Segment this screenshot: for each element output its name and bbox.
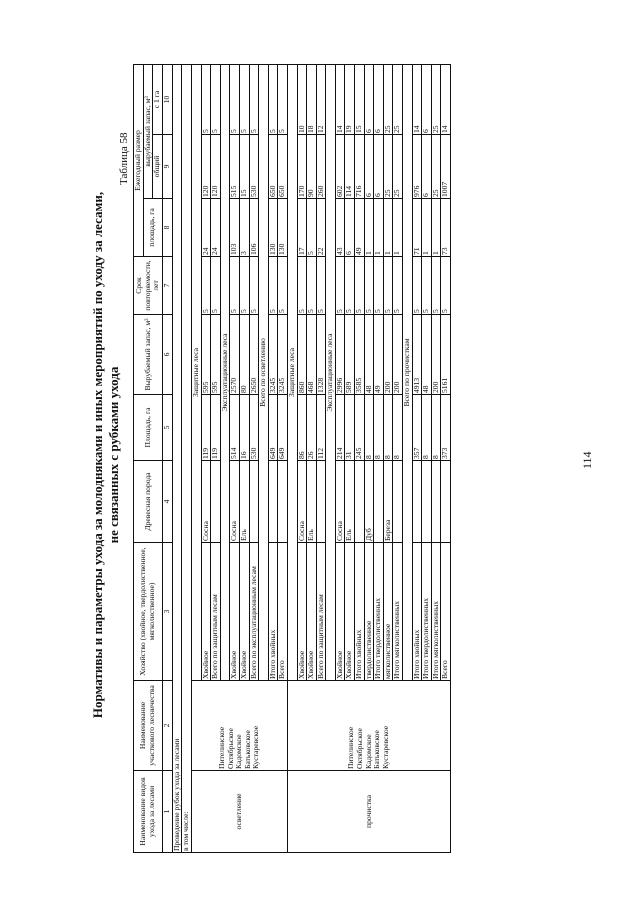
cell-c6: 5161 [441, 315, 451, 395]
cell-c4: Ель [239, 461, 249, 543]
cell-c8: 43 [335, 199, 345, 257]
cell-c8: 130 [268, 199, 278, 257]
column-number: 2 [162, 681, 172, 771]
cell-c3: Хвойное [335, 543, 345, 681]
cell-c3: Всего [441, 543, 451, 681]
care-kind: прочистка [287, 771, 450, 853]
cell-c3: Хвойное [230, 543, 240, 681]
cell-c5: 373 [441, 395, 451, 461]
cell-c6: 2570 [230, 315, 240, 395]
cell-c7: 5 [268, 257, 278, 315]
cell-c8: 6 [345, 199, 355, 257]
cell-c4 [441, 461, 451, 543]
cell-c4: Сосна [230, 461, 240, 543]
cell-c5: 8 [393, 395, 403, 461]
cell-c7: 5 [230, 257, 240, 315]
cell-c9: 6 [422, 135, 432, 199]
cell-c8: 24 [211, 199, 221, 257]
cell-c8: 49 [355, 199, 365, 257]
cell-c6: 48 [364, 315, 374, 395]
cell-c7: 5 [335, 257, 345, 315]
cell-c3: Хвойное [345, 543, 355, 681]
cell-c5: 86 [297, 395, 307, 461]
cell-c9: 515 [230, 135, 240, 199]
cell-c6: 49 [374, 315, 384, 395]
title-line-1: Нормативы и параметры ухода за молодняками и иных мероприятий по уходу за лесами, [90, 191, 105, 719]
forestry-name: Кустаревское [251, 725, 261, 769]
cell-c8: 1 [364, 199, 374, 257]
cell-c8: 3 [239, 199, 249, 257]
cell-c5: 514 [230, 395, 240, 461]
cell-c7: 5 [374, 257, 384, 315]
cell-c6: 4913 [412, 315, 422, 395]
cell-c10: 12 [316, 64, 326, 134]
cell-c4 [268, 461, 278, 543]
header-per-ha: с 1 га [153, 64, 163, 134]
column-number: 10 [162, 64, 172, 134]
cell-c6: 860 [297, 315, 307, 395]
cell-c10: 6 [364, 64, 374, 134]
forestry-list [191, 681, 287, 771]
forestry-name: Октябрьское [225, 728, 235, 769]
cell-c10: 15 [355, 64, 365, 134]
header-annual: Ежегодный размер [134, 64, 144, 256]
cell-c8: 1 [374, 199, 384, 257]
cell-c4: Ель [345, 461, 355, 543]
cell-c5: 119 [201, 395, 211, 461]
cell-c4: Ель [307, 461, 317, 543]
cell-c7: 5 [211, 257, 221, 315]
cell-c8: 1 [393, 199, 403, 257]
cell-c8: 71 [412, 199, 422, 257]
cell-c9: 6 [374, 135, 384, 199]
cell-c7: 5 [249, 257, 259, 315]
intro-row [182, 64, 192, 852]
cell-c4 [316, 461, 326, 543]
cell-c4 [412, 461, 422, 543]
cell-c7: 5 [316, 257, 326, 315]
cell-c5: 245 [355, 395, 365, 461]
cell-c4: Сосна [297, 461, 307, 543]
cell-c9: 260 [316, 135, 326, 199]
intro-text: Проведение рубок ухода за лесами [172, 64, 182, 852]
cell-c9: 120 [211, 135, 221, 199]
cell-c5: 8 [431, 395, 441, 461]
cell-c3: Итого мягколиственных [393, 543, 403, 681]
cell-c5: 119 [211, 395, 221, 461]
cell-c4: Дуб [364, 461, 374, 543]
cell-c10: 5 [201, 64, 211, 134]
header-forestry: Наименование участкового лесничества [134, 681, 163, 771]
cell-c3: Хвойное [201, 543, 211, 681]
block-label: Защитные леса [191, 64, 201, 680]
cell-c3: Всего по защитным лесам [211, 543, 221, 681]
cell-c5: 26 [307, 395, 317, 461]
cell-c4 [249, 461, 259, 543]
cell-c3: Итого твердолиственных [374, 543, 384, 681]
cell-c4 [374, 461, 384, 543]
cell-c8: 1 [422, 199, 432, 257]
cell-c10: 14 [412, 64, 422, 134]
forestry-name: Кадомское [363, 734, 373, 769]
cell-c7: 5 [441, 257, 451, 315]
header-kind: Наименование видов ухода за лесами [134, 771, 163, 853]
cell-c9: 90 [307, 135, 317, 199]
cell-c10: 19 [345, 64, 355, 134]
cell-c7: 5 [307, 257, 317, 315]
cell-c3: Итого мягколиственных [431, 543, 441, 681]
forestry-list [287, 681, 450, 771]
cell-c6: 3585 [355, 315, 365, 395]
care-kind: осветление [191, 771, 287, 853]
cell-c7: 5 [431, 257, 441, 315]
cell-c10: 5 [249, 64, 259, 134]
cell-c9: 530 [249, 135, 259, 199]
cell-c8: 22 [316, 199, 326, 257]
cell-c9: 170 [297, 135, 307, 199]
cell-c9: 114 [345, 135, 355, 199]
cell-c7: 5 [383, 257, 393, 315]
cell-c5: 8 [383, 395, 393, 461]
cell-c6: 595 [211, 315, 221, 395]
forestry-name: Кадомское [234, 734, 244, 769]
cell-c8: 5 [307, 199, 317, 257]
cell-c10: 6 [374, 64, 384, 134]
cell-c7: 5 [278, 257, 288, 315]
forestry-name: Батьковское [242, 730, 252, 769]
page-number: 114 [580, 451, 594, 469]
header-total: общий [153, 135, 163, 199]
cell-c5: 530 [249, 395, 259, 461]
cell-c5: 8 [374, 395, 384, 461]
cell-c6: 3245 [278, 315, 288, 395]
cell-c7: 5 [422, 257, 432, 315]
header-period: Срок повторяемости, лет [134, 257, 163, 315]
cell-c3: Итого хвойных [412, 543, 422, 681]
block-label-row [287, 64, 297, 852]
column-number: 8 [162, 199, 172, 257]
cell-c3: Итого хвойных [268, 543, 278, 681]
cell-c5: 8 [364, 395, 374, 461]
cell-c5: 357 [412, 395, 422, 461]
cell-c7: 5 [239, 257, 249, 315]
cell-c5: 31 [345, 395, 355, 461]
cell-c3: Итого хвойных [355, 543, 365, 681]
cell-c4 [393, 461, 403, 543]
cell-c8: 103 [230, 199, 240, 257]
cell-c10: 25 [383, 64, 393, 134]
cell-c9: 976 [412, 135, 422, 199]
cell-c6: 2996 [335, 315, 345, 395]
table-body [172, 64, 450, 852]
cell-c9: 1007 [441, 135, 451, 199]
cell-c4 [355, 461, 365, 543]
cell-c5: 649 [268, 395, 278, 461]
cell-c9: 25 [383, 135, 393, 199]
column-number: 3 [162, 543, 172, 681]
main-table [133, 64, 451, 853]
cell-c4: Сосна [335, 461, 345, 543]
cell-c10: 6 [422, 64, 432, 134]
cell-c4: Береза [383, 461, 393, 543]
cell-c8: 1 [431, 199, 441, 257]
cell-c10: 18 [307, 64, 317, 134]
cell-c6: 200 [393, 315, 403, 395]
cell-c4 [431, 461, 441, 543]
cell-c4 [211, 461, 221, 543]
block-label: Защитные леса [287, 64, 297, 680]
intro-text: в том числе: [182, 64, 192, 852]
cell-c8: 130 [278, 199, 288, 257]
header-stock: Вырубаемый запас, м³ [134, 315, 163, 395]
column-numbers-row [162, 64, 172, 852]
cell-c8: 24 [201, 199, 211, 257]
header-area: Площадь, га [134, 395, 163, 461]
cell-c3: Итого твердолиственных [422, 543, 432, 681]
cell-c10: 5 [268, 64, 278, 134]
forestry-name: Кустаревское [380, 725, 390, 769]
cell-c10: 5 [230, 64, 240, 134]
cell-c10: 5 [211, 64, 221, 134]
cell-c8: 1 [383, 199, 393, 257]
cell-c9: 25 [431, 135, 441, 199]
cell-c3: мягколиственное [383, 543, 393, 681]
cell-c8: 73 [441, 199, 451, 257]
cell-c6: 3245 [268, 315, 278, 395]
cell-c7: 5 [201, 257, 211, 315]
cell-c9: 650 [268, 135, 278, 199]
cell-c7: 5 [412, 257, 422, 315]
cell-c6: 200 [431, 315, 441, 395]
column-number: 6 [162, 315, 172, 395]
cell-c4 [278, 461, 288, 543]
cell-c5: 112 [316, 395, 326, 461]
cell-c7: 5 [364, 257, 374, 315]
cell-c9: 6 [364, 135, 374, 199]
block-label: Эксплуатационные леса [326, 64, 336, 680]
cell-c5: 8 [422, 395, 432, 461]
cell-c5: 649 [278, 395, 288, 461]
cell-c7: 5 [297, 257, 307, 315]
forestry-name: Пителинское [346, 726, 356, 769]
cell-c10: 14 [441, 64, 451, 134]
block-label-row [191, 64, 201, 852]
column-number: 7 [162, 257, 172, 315]
cell-c6: 2650 [249, 315, 259, 395]
header-species: Древесная порода [134, 461, 163, 543]
header-annual-area: площадь, га [143, 199, 162, 257]
block-label: Всего по осветлению [259, 64, 269, 680]
intro-row [172, 64, 182, 852]
cell-c7: 5 [393, 257, 403, 315]
title-line-2: не связанных с рубками ухода [106, 366, 121, 544]
column-number: 4 [162, 461, 172, 543]
cell-c9: 120 [201, 135, 211, 199]
cell-c3: Хвойное [239, 543, 249, 681]
cell-c9: 15 [239, 135, 249, 199]
header-economy: Хозяйство (хвойное, твердолиственное, мягколиственное) [134, 543, 163, 681]
table-label: Таблица 58 [118, 132, 130, 185]
cell-c7: 5 [355, 257, 365, 315]
cell-c6: 200 [383, 315, 393, 395]
column-number: 9 [162, 135, 172, 199]
cell-c9: 602 [335, 135, 345, 199]
column-number: 1 [162, 771, 172, 853]
cell-c9: 650 [278, 135, 288, 199]
cell-c3: твердолиственное [364, 543, 374, 681]
cell-c6: 80 [239, 315, 249, 395]
cell-c7: 5 [345, 257, 355, 315]
header-annual-stock: вырубаемый запас, м³ [143, 64, 153, 198]
cell-c10: 10 [297, 64, 307, 134]
block-label: Всего по прочисткам [403, 64, 413, 680]
cell-c5: 214 [335, 395, 345, 461]
cell-c8: 106 [249, 199, 259, 257]
cell-c10: 5 [239, 64, 249, 134]
cell-c10: 25 [431, 64, 441, 134]
forestry-name: Батьковское [372, 730, 382, 769]
cell-c4: Сосна [201, 461, 211, 543]
forestry-name: Октябрьское [355, 728, 365, 769]
cell-c5: 16 [239, 395, 249, 461]
cell-c6: 468 [307, 315, 317, 395]
cell-c4 [422, 461, 432, 543]
cell-c9: 25 [393, 135, 403, 199]
cell-c3: Хвойное [297, 543, 307, 681]
cell-c10: 14 [335, 64, 345, 134]
block-label: Эксплуатационные леса [220, 64, 230, 680]
cell-c3: Хвойное [307, 543, 317, 681]
cell-c10: 25 [393, 64, 403, 134]
cell-c3: Всего по эксплуатационным лесам [249, 543, 259, 681]
cell-c10: 5 [278, 64, 288, 134]
cell-c6: 595 [201, 315, 211, 395]
cell-c6: 48 [422, 315, 432, 395]
cell-c6: 1328 [316, 315, 326, 395]
cell-c8: 17 [297, 199, 307, 257]
cell-c9: 716 [355, 135, 365, 199]
forestry-name: Пителинское [216, 726, 226, 769]
cell-c6: 589 [345, 315, 355, 395]
cell-c3: Всего [278, 543, 288, 681]
cell-c3: Всего по защитным лесам [316, 543, 326, 681]
column-number: 5 [162, 395, 172, 461]
